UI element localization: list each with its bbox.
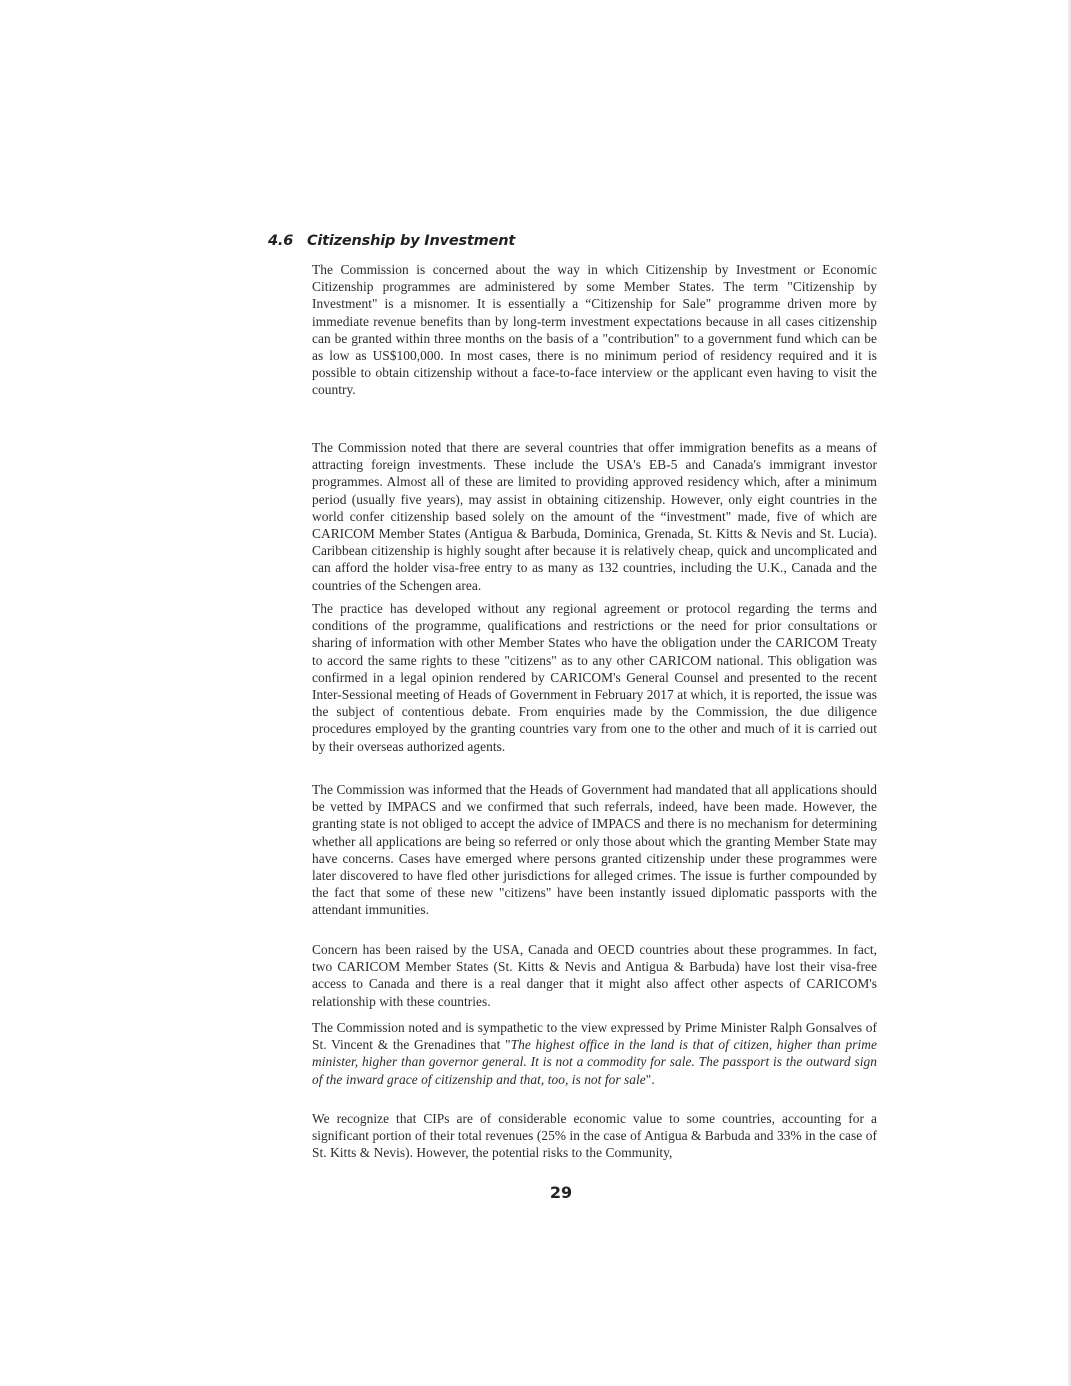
pm-quote: The highest office in the land is that of citizen, higher than prime minister, higher than governor general. It is not a commodity for sale. The passport is the outward sign of the inward grace of citizenship and that, too, is not for sale [312,1037,877,1087]
quote-lead-in: The Commission noted and is sympathetic to the view expressed by Prime Minister Ralph Gonsalves of St. Vincent & the Grenadines that " [312,1020,877,1053]
paragraph-pm-quote [312,1019,877,1088]
paragraph-immigration-benefits [312,439,877,594]
paragraph-text: The Commission noted that there are several countries that offer immigration benefits as a means of attracting foreign investments. These include the USA's EB-5 and Canada's immigrant investor programmes. Almost all of these are limited to providing approved residency which, after a minimum period (usually five years), may assist in obtaining citizenship. However, only eight countries in the world confer citizenship based solely on the amount of the “investment" made, five of which are CARICOM Member States (Antigua & Barbuda, Dominica, Grenada, St. Kitts & Nevis and St. Lucia). Caribbean citizenship is highly sought after because it is relatively cheap, quick and uncomplicated and can afford the holder visa-free entry to as many as 132 countries, including the U.K., Canada and the countries of the Schengen area. [312,440,877,593]
paragraph-text [312,1019,877,1088]
paragraph-cip-economic-value [312,1110,877,1162]
paragraph-cbi-concern [312,261,877,399]
paragraph-text: We recognize that CIPs are of considerable economic value to some countries, accounting for a significant portion of their total revenues (25% in the case of Antigua & Barbuda and 33% in the case of St. Kitts & Nevis). However, the potential risks to the Community, [312,1111,877,1161]
paragraph-text: The practice has developed without any regional agreement or protocol regarding the terms and conditions of the programme, qualifications and restrictions or the need for prior consultations or sharing of information with other Member States who have the obligation under the CARICOM Treaty to accord the same rights to these "citizens" as to any other CARICOM national. This obligation was confirmed in a legal opinion rendered by CARICOM's General Counsel and presented to the recent Inter-Sessional meeting of Heads of Government in February 2017 at which, it is reported, the issue was the subject of contentious debate. From enquiries made by the Commission, the due diligence procedures employed by the granting countries vary from one to the other and much of it is carried out by their overseas authorized agents. [312,601,877,754]
paragraph-text: The Commission is concerned about the way in which Citizenship by Investment or Economic Citizenship programmes are administered by some Member States. The term "Citizenship by Investment" is a misnomer. It is essentially a “Citizenship for Sale" programme driven more by immediate revenue benefits than by long-term investment expectations because in all cases citizenship can be granted within three months on the basis of a "contribution" to a government fund which can be as low as US$100,000. In most cases, there is no minimum period of residency required and it is possible to obtain citizenship without a face-to-face interview or the applicant even having to visit the country. [312,262,877,398]
paragraph-text: The Commission was informed that the Heads of Government had mandated that all applications should be vetted by IMPACS and we confirmed that such referrals, indeed, have been made. However, the granting state is not obliged to accept the advice of IMPACS and there is no mechanism for determining whether all applications are being so referred or only those about which the granting Member State may have concerns. Cases have emerged where persons granted citizenship under these programmes were later discovered to have fled other jurisdictions for alleged crimes. The issue is further compounded by the fact that some of these new "citizens" have been instantly issued diplomatic passports with the attendant immunities. [312,782,877,918]
quote-close: ". [645,1071,655,1087]
paragraph-concern-raised [312,941,877,1010]
section-heading [268,233,515,249]
paragraph-text: Concern has been raised by the USA, Canada and OECD countries about these programmes. In fact, two CARICOM Member States (St. Kitts & Nevis and Antigua & Barbuda) have lost their visa-free access to Canada and there is a real danger that it might also affect other aspects of CARICOM's relationship with these countries. [312,942,877,1009]
page-number: 29 [549,1183,573,1202]
paragraph-impacs-vetting [312,781,877,919]
section-number: 4.6 [268,233,294,249]
section-title: Citizenship by Investment [306,233,516,249]
paragraph-practice-developed [312,600,877,755]
